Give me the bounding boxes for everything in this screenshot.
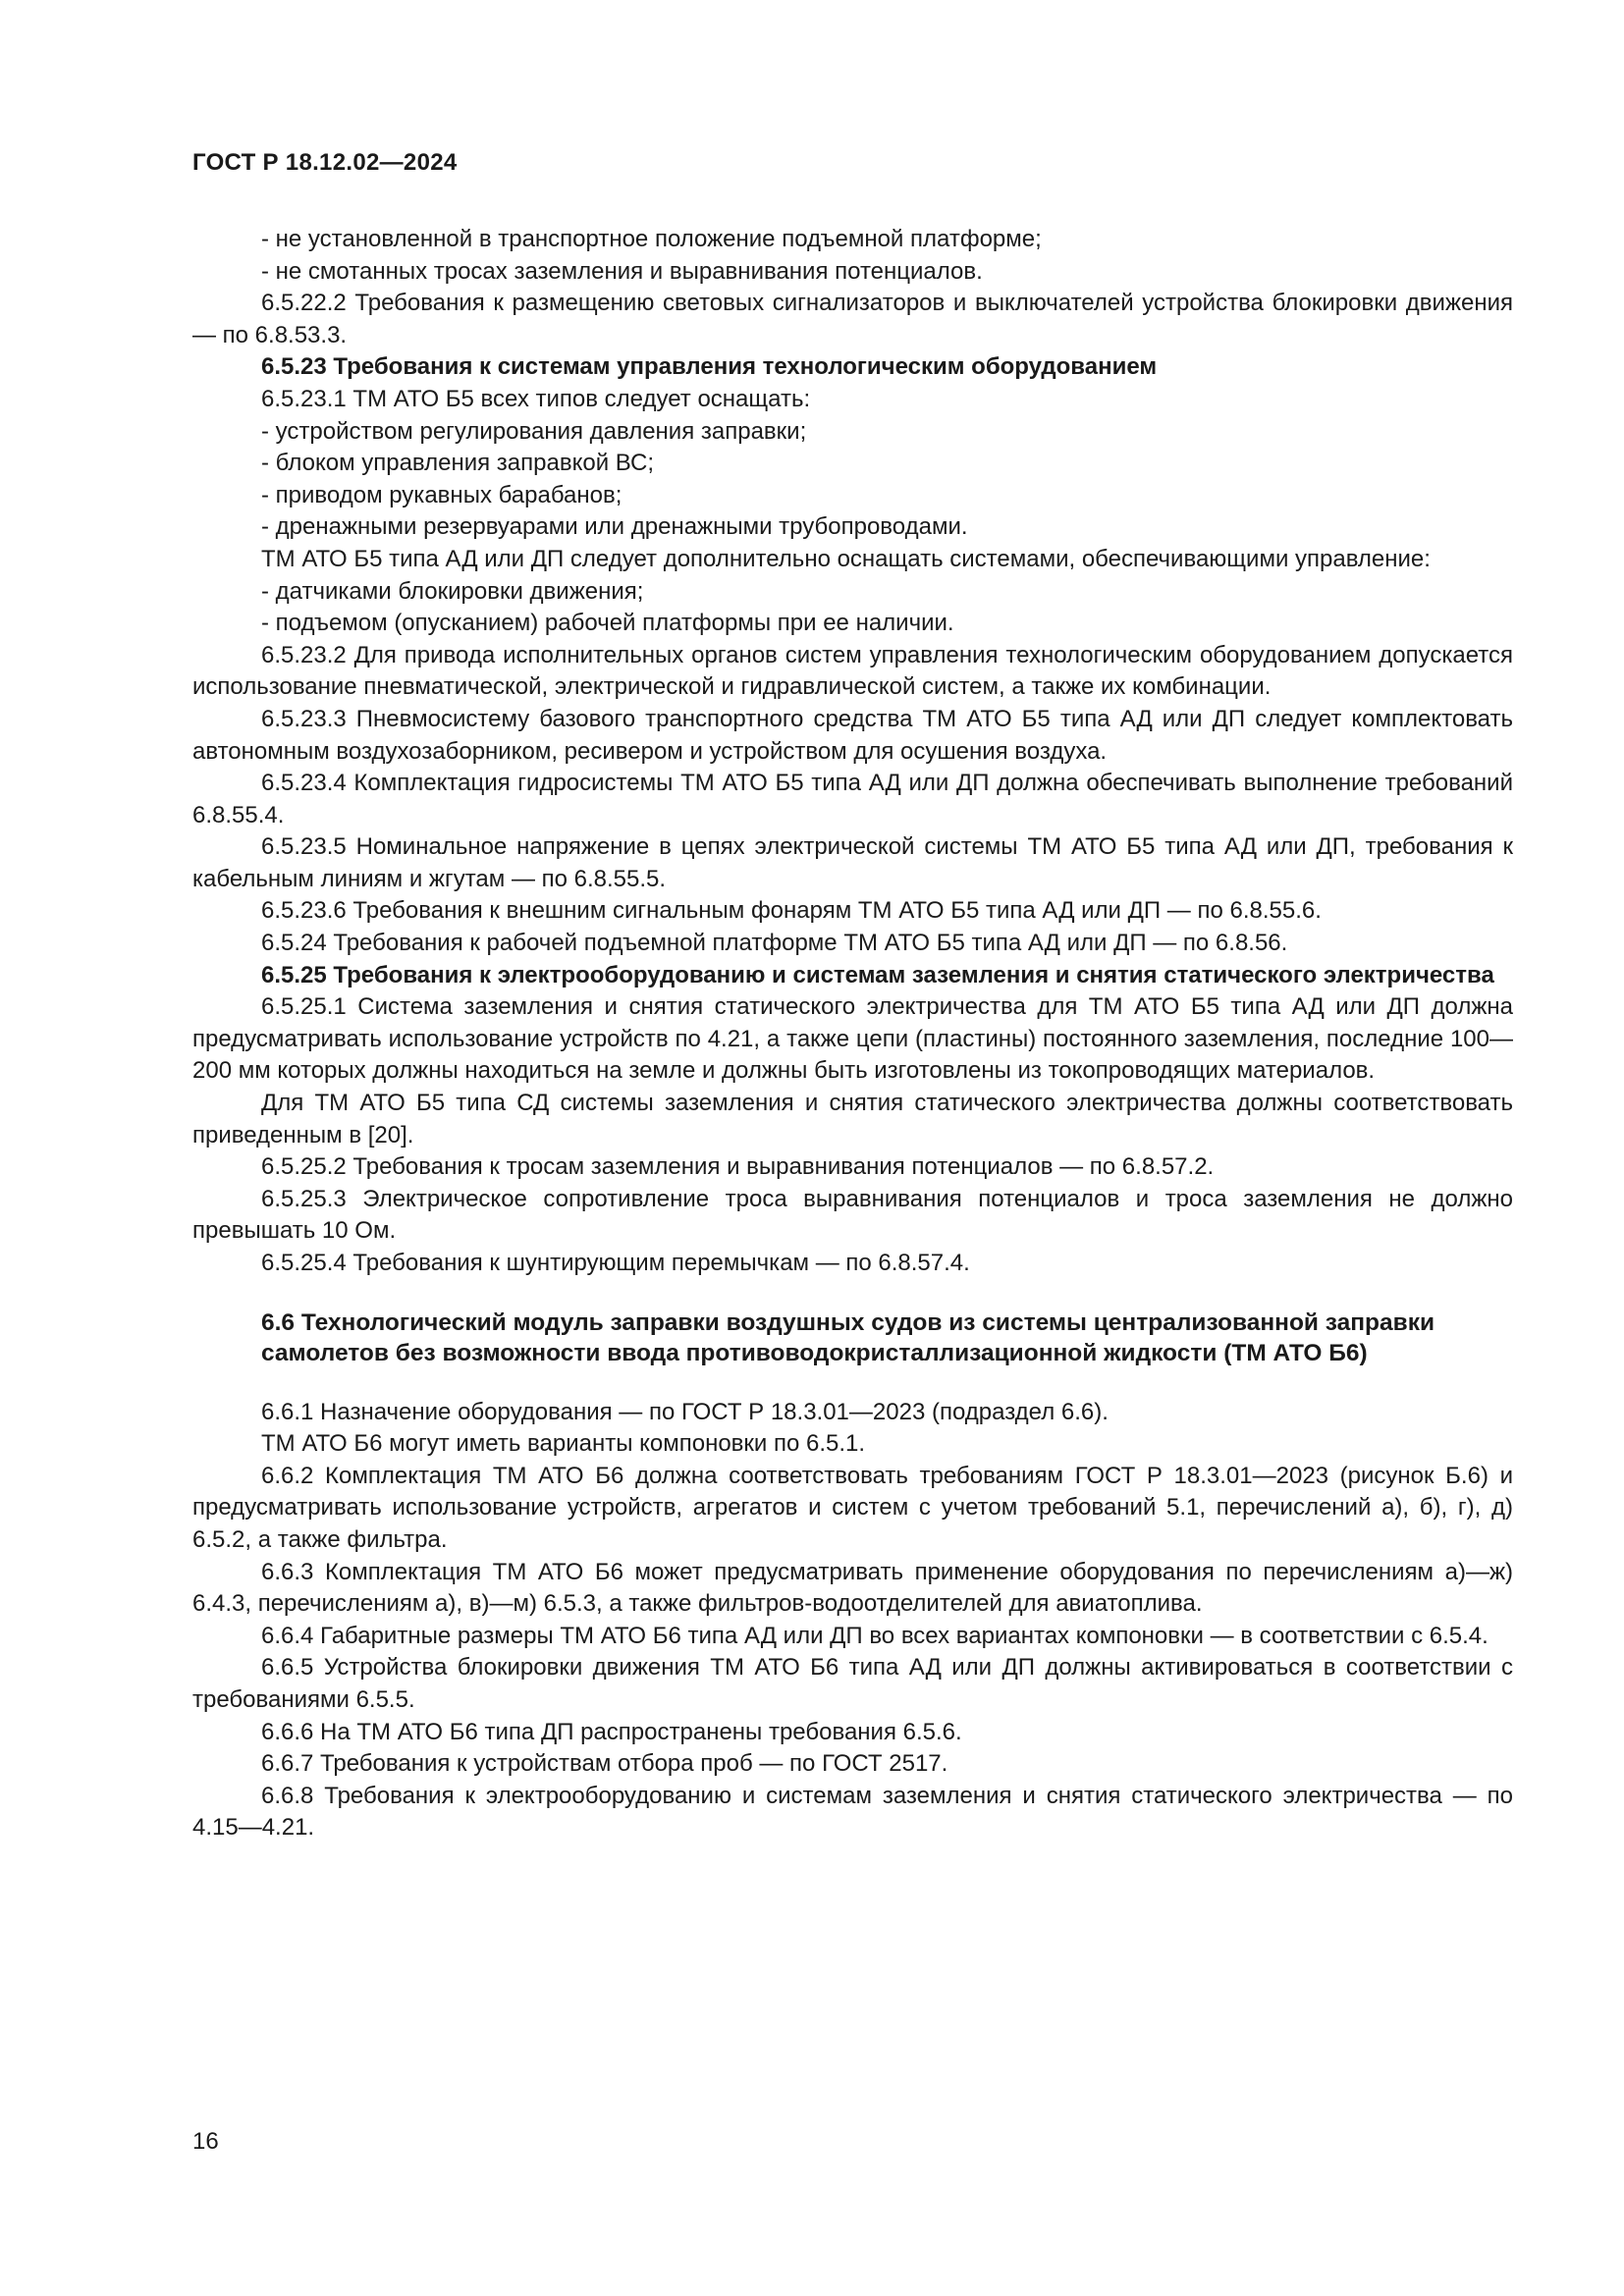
list-item: - не установленной в транспортное положение подъемной платформе; bbox=[261, 226, 1042, 252]
paragraph: 6.5.23.6 Требования к внешним сигнальным фонарям ТМ АТО Б5 типа АД или ДП — по 6.8.55.6. bbox=[261, 897, 1322, 925]
paragraph: Для ТМ АТО Б5 типа СД системы заземления и снятия статического электричества должны соответствовать приведенным в [20]. bbox=[192, 1090, 1513, 1148]
paragraph: 6.5.25.2 Требования к тросам заземления и выравнивания потенциалов — по 6.8.57.2. bbox=[261, 1153, 1215, 1181]
list-item: - подъемом (опусканием) рабочей платформы при ее наличии. bbox=[261, 610, 954, 637]
paragraph: 6.5.22.2 Требования к размещению световых сигнализаторов и выключателей устройства блокировки движения — по 6.8.53.3. bbox=[192, 290, 1513, 348]
paragraph: 6.5.25.3 Электрическое сопротивление троса выравнивания потенциалов и троса заземления не должно превышать 10 Ом. bbox=[192, 1185, 1513, 1245]
list-item: - приводом рукавных барабанов; bbox=[261, 481, 623, 508]
page-number: 16 bbox=[192, 2128, 219, 2155]
paragraph: 6.6.8 Требования к электрооборудованию и системам заземления и снятия статического электричества — по 4.15—4.21. bbox=[192, 1782, 1513, 1842]
paragraph: 6.5.25.4 Требования к шунтирующим перемычкам — по 6.8.57.4. bbox=[261, 1250, 970, 1276]
paragraph: ТМ АТО Б6 могут иметь варианты компоновки по 6.5.1. bbox=[261, 1430, 866, 1458]
subsection-heading: 6.5.23 Требования к системам управления технологическим оборудованием bbox=[261, 353, 1158, 381]
paragraph: 6.5.24 Требования к рабочей подъемной платформе ТМ АТО Б5 типа АД или ДП — по 6.8.56. bbox=[261, 930, 1288, 957]
section-heading: 6.6 Технологический модуль заправки воздушных судов из системы централизованной заправки самолетов без возможности ввода противоводокристаллизационной жидкости (ТМ АТО Б6) bbox=[261, 1308, 1435, 1367]
paragraph: 6.6.5 Устройства блокировки движения ТМ АТО Б6 типа АД или ДП должны активироваться в соответствии с требованиями 6.5.5. bbox=[192, 1654, 1513, 1713]
paragraph: ТМ АТО Б5 типа АД или ДП следует дополнительно оснащать системами, обеспечивающими управление: bbox=[261, 545, 1431, 572]
paragraph: 6.6.1 Назначение оборудования — по ГОСТ Р 18.3.01—2023 (подраздел 6.6). bbox=[261, 1398, 1109, 1425]
list-item: - блоком управления заправкой ВС; bbox=[261, 450, 654, 477]
paragraph: 6.5.23.1 ТМ АТО Б5 всех типов следует оснащать: bbox=[261, 385, 811, 412]
document-body bbox=[192, 224, 1513, 1844]
document-code: ГОСТ Р 18.12.02—2024 bbox=[192, 149, 458, 176]
list-item: - устройством регулирования давления заправки; bbox=[261, 417, 807, 445]
paragraph: 6.6.6 На ТМ АТО Б6 типа ДП распространены требования 6.5.6. bbox=[261, 1718, 962, 1745]
paragraph: 6.6.4 Габаритные размеры ТМ АТО Б6 типа АД или ДП во всех вариантах компоновки — в соответствии с 6.5.4. bbox=[261, 1622, 1489, 1649]
paragraph: 6.6.2 Комплектация ТМ АТО Б6 должна соответствовать требованиям ГОСТ Р 18.3.01—2023 (рисунок Б.6) и предусматривать использование устройств, агрегатов и систем с учетом требований 5.1, перечислений а), б), г), д) 6.5.2, а также фильтра. bbox=[192, 1462, 1513, 1553]
list-item: - дренажными резервуарами или дренажными трубопроводами. bbox=[261, 513, 968, 541]
subsection-heading: 6.5.25 Требования к электрооборудованию и системам заземления и снятия статического электричества bbox=[261, 961, 1494, 988]
list-item: - датчиками блокировки движения; bbox=[261, 577, 644, 605]
paragraph: 6.5.23.4 Комплектация гидросистемы ТМ АТО Б5 типа АД или ДП должна обеспечивать выполнение требований 6.8.55.4. bbox=[192, 770, 1513, 828]
paragraph: 6.5.25.1 Система заземления и снятия статического электричества для ТМ АТО Б5 типа АД или ДП должна предусматривать использование устройств по 4.21, а также цепи (пластины) постоянного заземления, последние 100—200 мм которых должны находиться на земле и должны быть изготовлены из токопроводящих материалов. bbox=[192, 993, 1513, 1085]
paragraph: 6.6.3 Комплектация ТМ АТО Б6 может предусматривать применение оборудования по перечислениям а)—ж) 6.4.3, перечислениям а), в)—м) 6.5.3, а также фильтров-водоотделителей для авиатоплива. bbox=[192, 1558, 1513, 1618]
paragraph: 6.6.7 Требования к устройствам отбора проб — по ГОСТ 2517. bbox=[261, 1750, 948, 1778]
paragraph: 6.5.23.5 Номинальное напряжение в цепях электрической системы ТМ АТО Б5 типа АД или ДП, требования к кабельным линиям и жгутам — по 6.8.55.5. bbox=[192, 833, 1513, 892]
paragraph: 6.5.23.3 Пневмосистему базового транспортного средства ТМ АТО Б5 типа АД или ДП следует комплектовать автономным воздухозаборником, ресивером и устройством для осушения воздуха. bbox=[192, 705, 1513, 765]
paragraph: 6.5.23.2 Для привода исполнительных органов систем управления технологическим оборудованием допускается использование пневматической, электрической и гидравлической систем, а также их комбинации. bbox=[192, 641, 1513, 701]
list-item: - не смотанных тросах заземления и выравнивания потенциалов. bbox=[261, 257, 983, 285]
